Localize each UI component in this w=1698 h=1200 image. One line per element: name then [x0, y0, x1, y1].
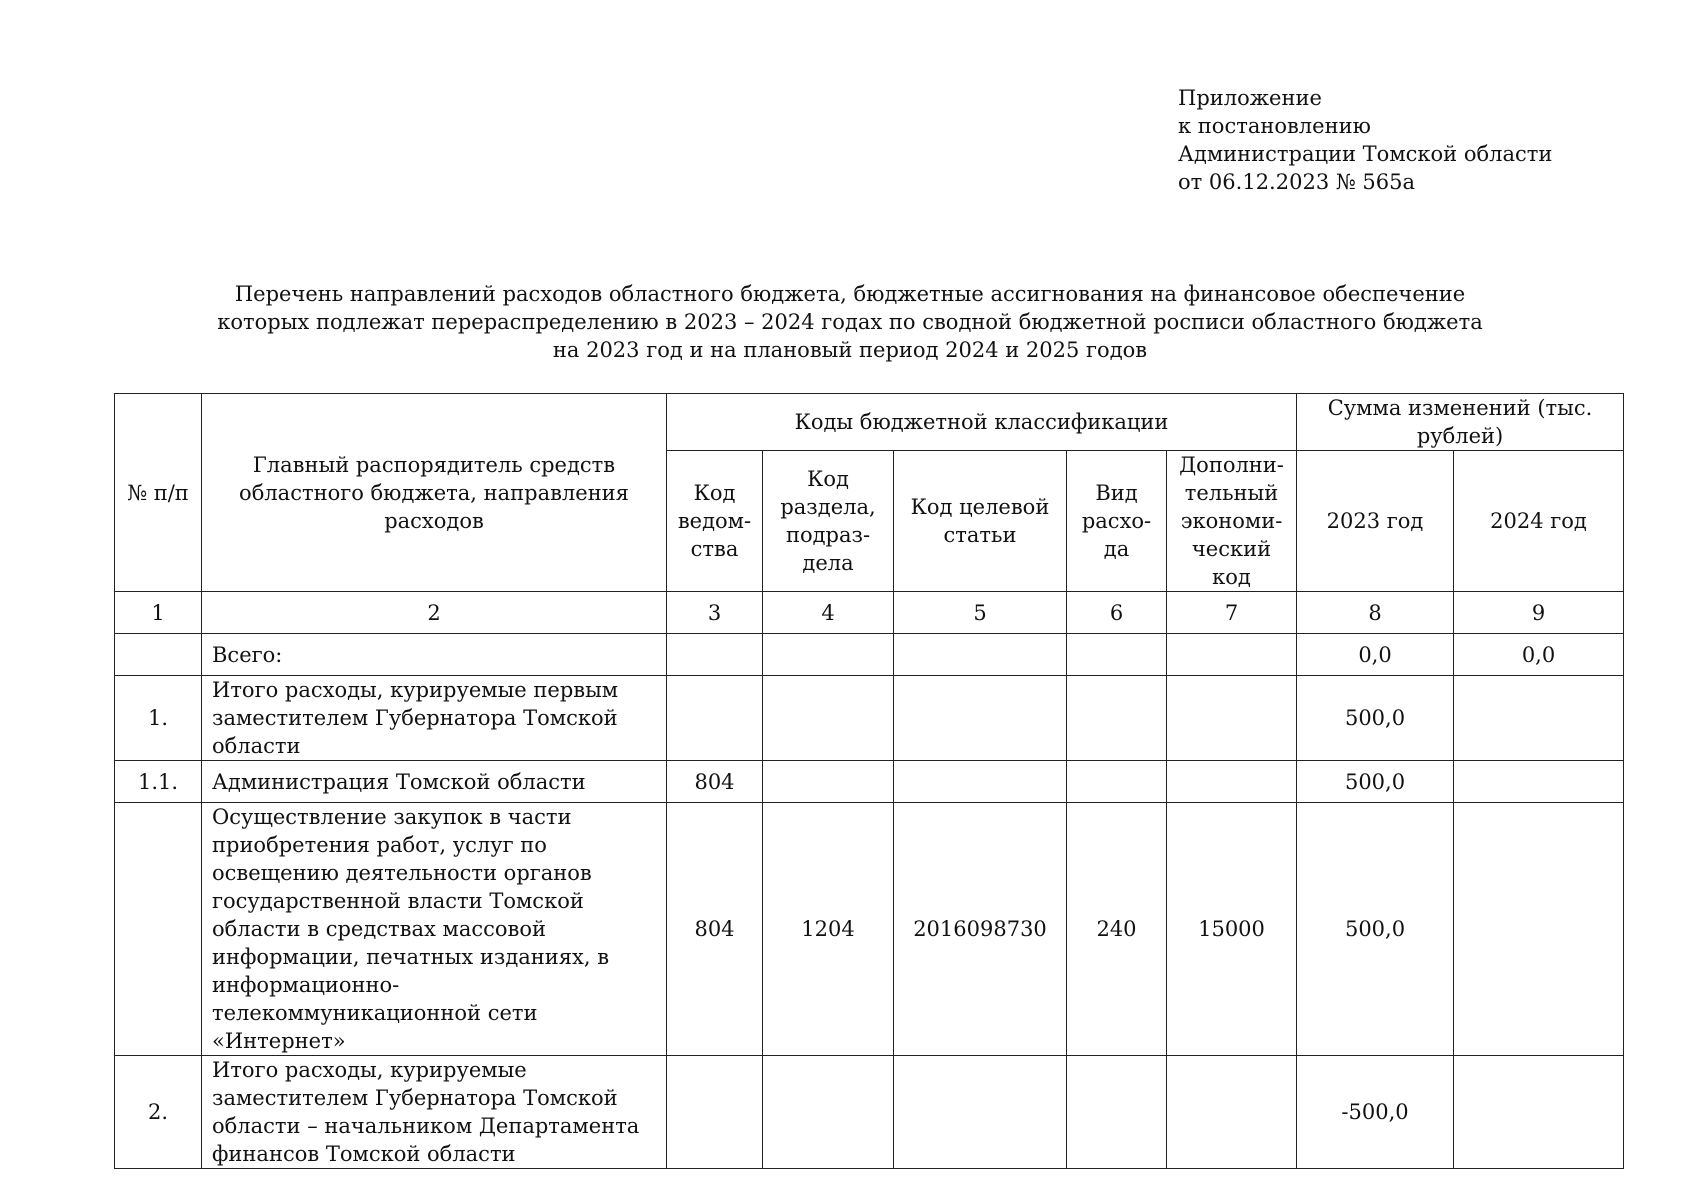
- column-number: 2: [202, 592, 667, 634]
- cell-2023: 500,0: [1297, 761, 1454, 803]
- cell-econ: [1167, 1056, 1297, 1169]
- cell-target: [894, 761, 1067, 803]
- column-number: 9: [1454, 592, 1624, 634]
- table-row: [115, 1056, 1624, 1169]
- cell-num: 1.: [115, 676, 202, 761]
- cell-num: 2.: [115, 1056, 202, 1169]
- cell-section: [763, 761, 894, 803]
- cell-target: [894, 634, 1067, 676]
- cell-2024: 0,0: [1454, 634, 1624, 676]
- header-year-2023: 2023 год: [1297, 451, 1454, 592]
- header-year-2024: 2024 год: [1454, 451, 1624, 592]
- cell-2023: 500,0: [1297, 803, 1454, 1056]
- appendix-block: [1178, 84, 1552, 196]
- document-title: [150, 280, 1550, 364]
- cell-name: Всего:: [202, 634, 667, 676]
- cell-num: [115, 634, 202, 676]
- title-line: Перечень направлений расходов областного бюджета, бюджетные ассигнования на финансовое обеспечение: [234, 282, 1466, 306]
- cell-dept: [667, 676, 763, 761]
- header-codes-group: Коды бюджетной классификации: [667, 394, 1297, 451]
- table-row: [115, 634, 1624, 676]
- column-number: 8: [1297, 592, 1454, 634]
- appendix-line: Приложение: [1178, 86, 1322, 110]
- header-target-code: Код целевой статьи: [894, 451, 1067, 592]
- cell-type: 240: [1067, 803, 1167, 1056]
- column-number: 5: [894, 592, 1067, 634]
- cell-type: [1067, 761, 1167, 803]
- cell-section: [763, 676, 894, 761]
- cell-2023: 500,0: [1297, 676, 1454, 761]
- cell-2023: -500,0: [1297, 1056, 1454, 1169]
- cell-2024: [1454, 676, 1624, 761]
- cell-name: Итого расходы, курируемые первым заместителем Губернатора Томской области: [202, 676, 667, 761]
- header-section-code: Код раздела, подраз-дела: [763, 451, 894, 592]
- appendix-line: Администрации Томской области: [1178, 142, 1553, 166]
- header-sum-group: Сумма изменений (тыс. рублей): [1297, 394, 1624, 451]
- column-number: 6: [1067, 592, 1167, 634]
- cell-type: [1067, 676, 1167, 761]
- cell-type: [1067, 634, 1167, 676]
- cell-type: [1067, 1056, 1167, 1169]
- table-row: [115, 803, 1624, 1056]
- cell-section: [763, 1056, 894, 1169]
- cell-econ: 15000: [1167, 803, 1297, 1056]
- column-number-row: [115, 592, 1624, 634]
- header-row: [115, 394, 1624, 451]
- cell-num: [115, 803, 202, 1056]
- cell-name: Итого расходы, курируемые заместителем Губернатора Томской области – начальником Департамента финансов Томской области: [202, 1056, 667, 1169]
- cell-dept: [667, 634, 763, 676]
- header-dept-code: Код ведом-ства: [667, 451, 763, 592]
- cell-2023: 0,0: [1297, 634, 1454, 676]
- cell-section: 1204: [763, 803, 894, 1056]
- column-number: 7: [1167, 592, 1297, 634]
- appendix-line: от 06.12.2023 № 565а: [1178, 170, 1415, 194]
- table-row: [115, 676, 1624, 761]
- cell-2024: [1454, 1056, 1624, 1169]
- cell-econ: [1167, 634, 1297, 676]
- cell-section: [763, 634, 894, 676]
- column-number: 4: [763, 592, 894, 634]
- cell-num: 1.1.: [115, 761, 202, 803]
- cell-econ: [1167, 761, 1297, 803]
- expenses-table: [114, 393, 1624, 1169]
- header-expense-type: Вид расхо-да: [1067, 451, 1167, 592]
- title-line: которых подлежат перераспределению в 2023 – 2024 годах по сводной бюджетной росписи областного бюджета: [217, 310, 1483, 334]
- cell-econ: [1167, 676, 1297, 761]
- cell-target: 2016098730: [894, 803, 1067, 1056]
- header-num: № п/п: [115, 394, 202, 592]
- cell-name: Осуществление закупок в части приобретения работ, услуг по освещению деятельности органов государственной власти Томской области в средствах массовой информации, печатных изданиях, в информационно-телекоммуникационной сети «Интернет»: [202, 803, 667, 1056]
- cell-name: Администрация Томской области: [202, 761, 667, 803]
- cell-2024: [1454, 761, 1624, 803]
- column-number: 3: [667, 592, 763, 634]
- table-row: [115, 761, 1624, 803]
- cell-dept: 804: [667, 761, 763, 803]
- cell-target: [894, 676, 1067, 761]
- cell-dept: 804: [667, 803, 763, 1056]
- appendix-line: к постановлению: [1178, 114, 1371, 138]
- header-econ-code: Дополни-тельный экономи-ческий код: [1167, 451, 1297, 592]
- column-number: 1: [115, 592, 202, 634]
- header-name: Главный распорядитель средств областного бюджета, направления расходов: [202, 394, 667, 592]
- cell-dept: [667, 1056, 763, 1169]
- cell-2024: [1454, 803, 1624, 1056]
- title-line: на 2023 год и на плановый период 2024 и 2025 годов: [552, 338, 1148, 362]
- cell-target: [894, 1056, 1067, 1169]
